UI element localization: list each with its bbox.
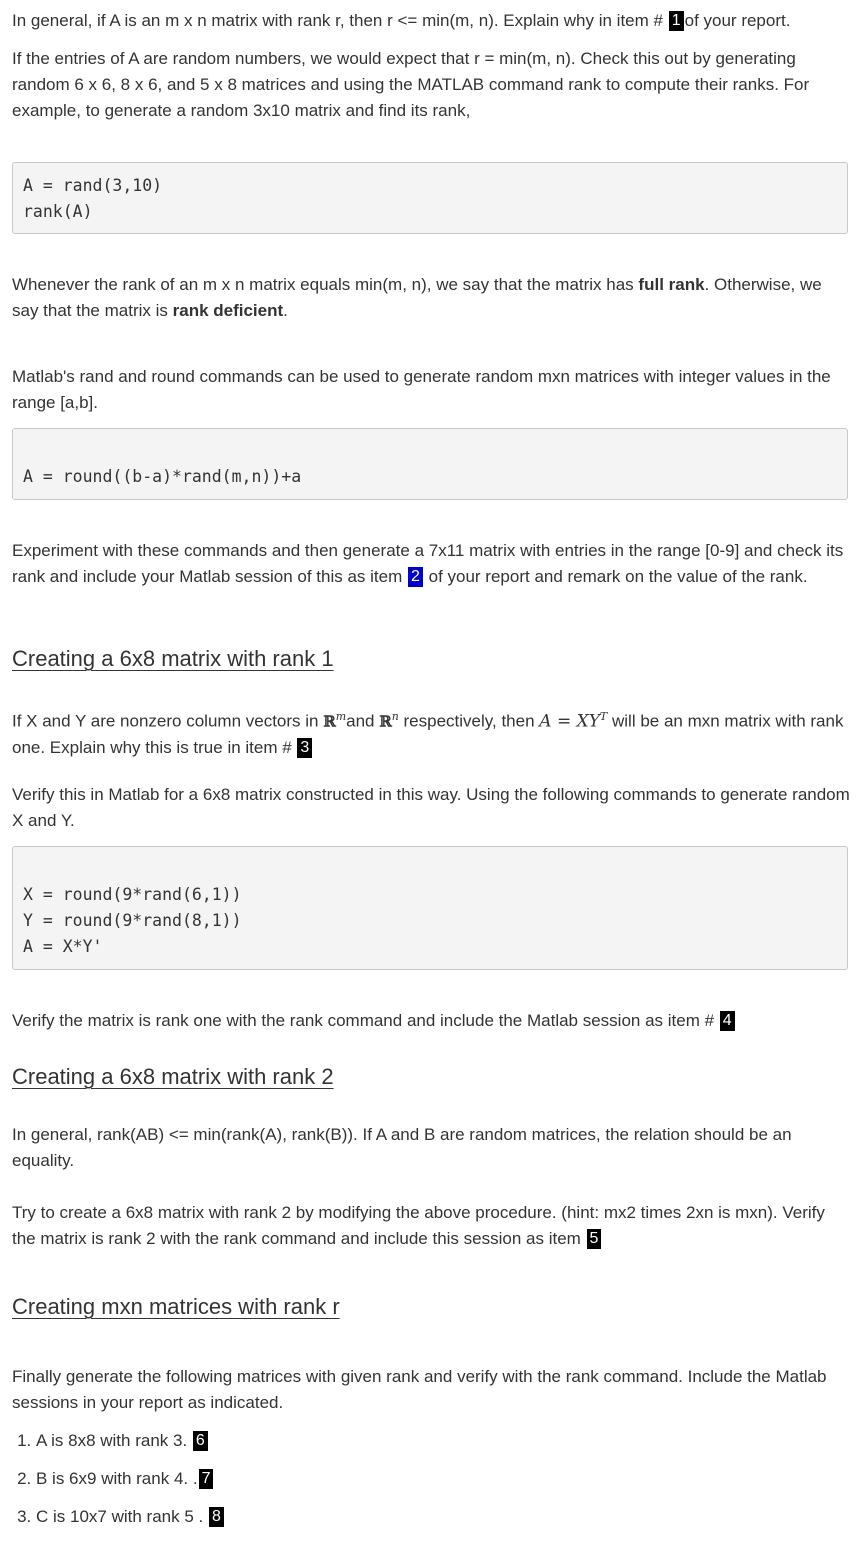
list-item: 3. C is 10x7 with rank 5 . 8	[36, 1504, 866, 1530]
item-badge-4: 4	[720, 1011, 735, 1031]
code-block-round	[12, 428, 848, 500]
real-numbers-symbol: ℝ	[323, 712, 336, 731]
item-badge-1: 1	[669, 11, 684, 31]
code-block-xy	[12, 846, 848, 970]
paragraph-verify-rank-one: Verify the matrix is rank one with the rank command and include the Matlab session as item # 4	[12, 1008, 852, 1034]
term-rank-deficient: rank deficient	[172, 301, 284, 320]
paragraph-experiment: Experiment with these commands and then generate a 7x11 matrix with entries in the range [0-9] and check its rank and include your Matlab session of this as item 2 of your report and remark on the value of the rank.	[12, 541, 844, 586]
code-line: X = round(9*rand(6,1))	[23, 885, 242, 904]
list-item: 2. B is 6x9 with rank 4. . 7	[36, 1466, 866, 1492]
paragraph-rank-product: In general, rank(AB) <= min(rank(A), rank(B)). If A and B are random matrices, the relation should be an equality.	[12, 1125, 792, 1170]
paragraph-rank-bound: In general, if A is an m x n matrix with rank r, then r <= min(m, n). Explain why in item # 1 of your report.	[12, 11, 791, 30]
code-line: A = round((b-a)*rand(m,n))+a	[23, 467, 302, 486]
item-badge-6: 6	[193, 1431, 208, 1451]
paragraph-rand-round: Matlab's rand and round commands can be used to generate random mxn matrices with integer values in the range [a,b].	[12, 367, 831, 412]
paragraph-verify-6x8: Verify this in Matlab for a 6x8 matrix constructed in this way. Using the following commands to generate random X and Y.	[12, 785, 850, 830]
item-badge-8: 8	[209, 1507, 224, 1527]
code-line: A = rand(3,10)	[23, 176, 163, 195]
real-numbers-symbol: ℝ	[379, 712, 392, 731]
item-badge-2: 2	[408, 567, 423, 587]
list-item: 1. A is 8x8 with rank 3. 6	[36, 1428, 866, 1454]
math-formula: A = XY	[539, 711, 600, 732]
paragraph-random-entries: If the entries of A are random numbers, we would expect that r = min(m, n). Check this out by generating random 6 x 6, 8 x 6, and 5 x 8 matrices and using the MATLAB command rank to compute their ranks. For example, to generate a random 3x10 matrix and find its rank,	[12, 49, 810, 120]
section-heading-rank-r: Creating mxn matrices with rank r	[12, 1294, 340, 1319]
code-line: Y = round(9*rand(8,1))	[23, 911, 242, 930]
item-badge-7: 7	[199, 1469, 214, 1489]
paragraph-final-generate: Finally generate the following matrices with given rank and verify with the rank command. Include the Matlab sessions in your report as indicated.	[12, 1367, 827, 1412]
section-heading-rank-1: Creating a 6x8 matrix with rank 1	[12, 646, 334, 671]
task-list	[8, 1428, 866, 1542]
code-line: rank(A)	[23, 202, 93, 221]
code-line: A = X*Y'	[23, 937, 103, 956]
code-block-rand	[12, 162, 848, 234]
item-badge-5: 5	[587, 1229, 602, 1249]
term-full-rank: full rank	[638, 275, 705, 294]
paragraph-outer-product: If X and Y are nonzero column vectors in ℝ$^m$and ℝ$^n$ respectively, then $A = XY^T$ will be an mxn matrix with rank one. Explain why this is true in item # 3	[12, 710, 844, 757]
section-heading-rank-2: Creating a 6x8 matrix with rank 2	[12, 1064, 334, 1089]
item-badge-3: 3	[297, 738, 312, 758]
paragraph-full-rank: Whenever the rank of an m x n matrix equals min(m, n), we say that the matrix has full rank. Otherwise, we say that the matrix is rank deficient.	[12, 275, 822, 320]
paragraph-create-rank-2: Try to create a 6x8 matrix with rank 2 by modifying the above procedure. (hint: mx2 times 2xn is mxn). Verify the matrix is rank 2 with the rank command and include this session as item 5	[12, 1203, 825, 1248]
